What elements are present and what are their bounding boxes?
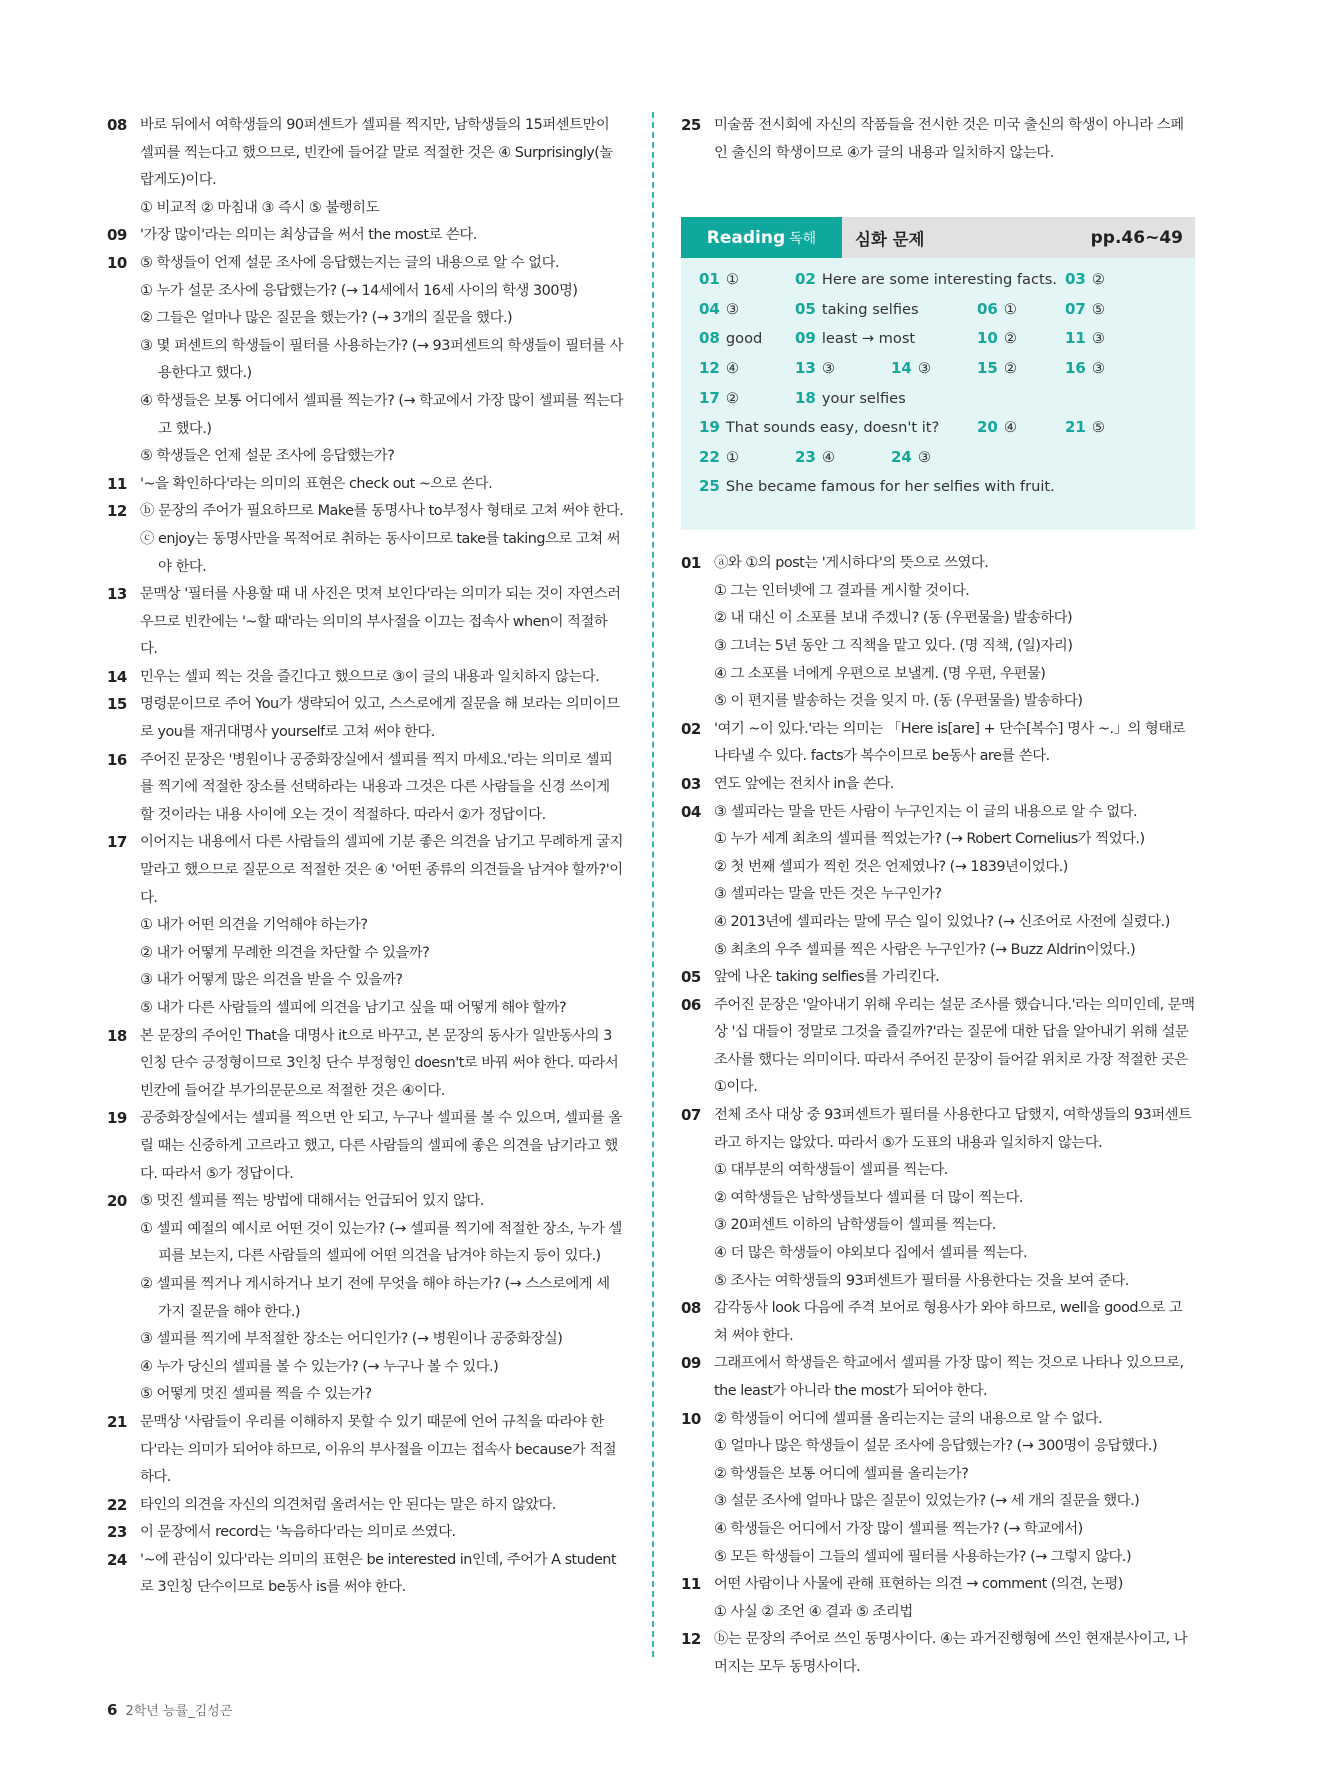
answer-key-value: ① bbox=[725, 448, 739, 466]
entry-number: 22 bbox=[107, 1495, 127, 1514]
entry-subitem: ② 그들은 얼마나 많은 질문을 했는가? (→ 3개의 질문을 했다.) bbox=[140, 310, 513, 327]
entry-text: ⓑ는 문장의 주어로 쓰인 동명사이다. ④는 과거진행형에 쓰인 현재분사이고, 나머지는 모두 동명사이다. bbox=[714, 1631, 1188, 1675]
answer-entry bbox=[681, 112, 1195, 167]
answer-key-number: 24 bbox=[891, 447, 912, 466]
entry-subitem: ④ 더 많은 학생들이 야외보다 집에서 셀피를 찍는다. bbox=[714, 1245, 1028, 1262]
entry-subitem: ④ 2013년에 셀피라는 말에 무슨 일이 있었나? (→ 신조어로 사전에 실렸다.) bbox=[714, 913, 1170, 930]
reading-box-title: 심화 문제 bbox=[855, 229, 925, 249]
answer-key-value: ③ bbox=[917, 359, 931, 377]
answer-entry bbox=[681, 964, 1195, 992]
answer-key-item bbox=[1065, 359, 1105, 377]
answer-key-item bbox=[977, 300, 1017, 318]
entry-subitem: ⑤ 어떻게 멋진 셀피를 찍을 수 있는가? bbox=[140, 1386, 372, 1403]
entry-number: 10 bbox=[681, 1409, 701, 1428]
answer-key-item bbox=[699, 329, 762, 347]
answer-key-item bbox=[977, 359, 1017, 377]
answer-key-item bbox=[795, 448, 835, 466]
answer-key-item bbox=[891, 359, 931, 377]
answer-entry bbox=[107, 498, 624, 581]
answer-entry bbox=[107, 691, 624, 746]
entry-subitem: ③ 20퍼센트 이하의 남학생들이 셀피를 찍는다. bbox=[714, 1217, 996, 1234]
entry-subitem: ② 내가 어떻게 무례한 의견을 차단할 수 있을까? bbox=[140, 944, 430, 961]
answer-key-number: 05 bbox=[795, 299, 816, 318]
entry-text: 명령문이므로 주어 You가 생략되어 있고, 스스로에게 질문을 해 보라는 의미이므로 you를 재귀대명사 yourself로 고쳐 써야 한다. bbox=[140, 696, 620, 741]
answer-key-item bbox=[699, 359, 739, 377]
entry-number: 14 bbox=[107, 667, 127, 686]
answer-key-item bbox=[1065, 300, 1105, 318]
entry-number: 12 bbox=[107, 502, 127, 521]
answer-key-number: 13 bbox=[795, 358, 816, 377]
answer-key-value: ③ bbox=[1091, 359, 1105, 377]
answer-entry bbox=[681, 1571, 1195, 1626]
answer-key-number: 09 bbox=[795, 329, 816, 348]
entry-text: ⑤ 멋진 셀피를 찍는 방법에 대해서는 언급되어 있지 않다. bbox=[140, 1193, 484, 1210]
answer-key-number: 07 bbox=[1065, 299, 1086, 318]
answer-entry bbox=[681, 716, 1195, 771]
entry-subitem: ① 대부분의 여학생들이 셀피를 찍는다. bbox=[714, 1162, 948, 1179]
entry-text: 전체 조사 대상 중 93퍼센트가 필터를 사용한다고 답했지, 여학생들의 93퍼센트라고 하지는 않았다. 따라서 ⑤가 도표의 내용과 일치하지 않는다. bbox=[714, 1107, 1192, 1151]
entry-text: 이 문장에서 record는 '녹음하다'라는 의미로 쓰였다. bbox=[140, 1524, 456, 1541]
answer-key-number: 14 bbox=[891, 358, 912, 377]
entry-number: 09 bbox=[107, 226, 127, 245]
entry-subitem: ④ 누가 당신의 셀피를 볼 수 있는가? (→ 누구나 볼 수 있다.) bbox=[140, 1358, 499, 1375]
answer-entry bbox=[107, 1547, 624, 1602]
answer-key-value: ① bbox=[725, 271, 739, 289]
entry-text: ⓐ와 ①의 post는 '게시하다'의 뜻으로 쓰였다. bbox=[714, 555, 989, 572]
answer-key-value: ④ bbox=[1003, 419, 1017, 437]
answer-entry bbox=[107, 250, 624, 471]
answer-key-value: That sounds easy, doesn't it? bbox=[725, 419, 940, 437]
answer-entry bbox=[107, 1023, 624, 1106]
answer-key-number: 25 bbox=[699, 477, 720, 496]
answer-entry bbox=[107, 1188, 624, 1409]
entry-subitem: ① 비교적 ② 마침내 ③ 즉시 ⑤ 불행히도 bbox=[140, 199, 379, 216]
entry-number: 07 bbox=[681, 1106, 701, 1125]
answer-key-number: 20 bbox=[977, 418, 998, 437]
entry-number: 16 bbox=[107, 750, 127, 769]
entry-text: '여기 ~이 있다.'라는 의미는 「Here is[are] + 단수[복수] 명사 ~.」의 형태로 나타낼 수 있다. facts가 복수이므로 be동사 are를 쓴다. bbox=[714, 720, 1186, 765]
answer-entry bbox=[107, 829, 624, 1022]
reading-tag-label: Reading bbox=[706, 227, 786, 248]
answer-entry bbox=[681, 771, 1195, 799]
entry-subitem: ⑤ 최초의 우주 셀피를 찍은 사람은 누구인가? (→ Buzz Aldrin이었다.) bbox=[714, 941, 1136, 958]
entry-subitem: ① 내가 어떤 의견을 기억해야 하는가? bbox=[140, 917, 368, 934]
answer-key-item bbox=[1065, 418, 1105, 436]
entry-number: 04 bbox=[681, 802, 701, 821]
entry-subitem: ① 셀피 예절의 예시로 어떤 것이 있는가? (→ 셀피를 찍기에 적절한 장소, 누가 셀피를 보는지, 다른 사람들의 셀피에 어떤 의견을 남겨야 하는지 등이 있다.) bbox=[140, 1220, 622, 1265]
entry-number: 11 bbox=[107, 474, 127, 493]
reading-tag bbox=[681, 217, 842, 258]
answer-key-value: ④ bbox=[821, 448, 835, 466]
entry-subitem: ⑤ 이 편지를 발송하는 것을 잊지 마. (동 (우편물을) 발송하다) bbox=[714, 693, 1083, 710]
page-number: 6 bbox=[107, 1701, 118, 1719]
answer-key-item bbox=[699, 448, 739, 466]
answer-entry bbox=[681, 1406, 1195, 1572]
right-entries bbox=[681, 550, 1195, 1681]
entry-text: 연도 앞에는 전치사 in을 쓴다. bbox=[714, 775, 894, 792]
answer-key-number: 04 bbox=[699, 299, 720, 318]
answer-entry bbox=[107, 112, 624, 222]
answer-key-number: 12 bbox=[699, 358, 720, 377]
entry-subitem: ③ 셀피라는 말을 만든 것은 누구인가? bbox=[714, 886, 942, 903]
entry-number: 20 bbox=[107, 1192, 127, 1211]
entry-subitem: ⑤ 내가 다른 사람들의 셀피에 의견을 남기고 싶을 때 어떻게 해야 할까? bbox=[140, 1000, 567, 1016]
answer-entry bbox=[107, 1492, 624, 1520]
entry-text: 민우는 셀피 찍는 것을 즐긴다고 했으므로 ③이 글의 내용과 일치하지 않는다. bbox=[140, 668, 600, 685]
reading-box-header bbox=[681, 217, 1195, 258]
answer-key-value: She became famous for her selfies with fruit. bbox=[725, 478, 1055, 496]
entry-subitem: ② 여학생들은 남학생들보다 셀피를 더 많이 찍는다. bbox=[714, 1189, 1023, 1206]
entry-text: 주어진 문장은 '알아내기 위해 우리는 설문 조사를 했습니다.'라는 의미인데, 문맥상 '십 대들이 정말로 그것을 즐길까?'라는 질문에 대한 답을 알아내기 위해 설문 조사를 했다는 의미이다. 따라서 주어진 문장이 들어갈 위치로 가장 적절한 곳은 ①이다. bbox=[714, 996, 1195, 1096]
entry-subitem: ① 사실 ② 조언 ④ 결과 ⑤ 조리법 bbox=[714, 1603, 913, 1620]
answer-key-item bbox=[699, 477, 1055, 495]
entry-number: 13 bbox=[107, 585, 127, 604]
answer-key-value: ③ bbox=[917, 448, 931, 466]
answer-key-value: your selfies bbox=[821, 389, 906, 407]
entry-subitem: ⓒ enjoy는 동명사만을 목적어로 취하는 동사이므로 take를 taking으로 고쳐 써야 한다. bbox=[140, 530, 621, 575]
entry-number: 25 bbox=[681, 116, 701, 134]
answer-key-value: ① bbox=[1003, 300, 1017, 318]
column-divider bbox=[652, 112, 654, 1657]
answer-key-item bbox=[795, 270, 1057, 288]
answer-key-number: 11 bbox=[1065, 329, 1086, 348]
answer-key-value: ⑤ bbox=[1091, 419, 1105, 437]
entry-number: 02 bbox=[681, 719, 701, 738]
answer-key-item bbox=[699, 270, 739, 288]
entry-text: '가장 많이'라는 의미는 최상급을 써서 the most로 쓴다. bbox=[140, 227, 477, 244]
entry-number: 24 bbox=[107, 1550, 127, 1569]
entry-subitem: ④ 학생들은 보통 어디에서 셀피를 찍는가? (→ 학교에서 가장 많이 셀피를 찍는다고 했다.) bbox=[140, 392, 624, 437]
entry-subitem: ③ 셀피를 찍기에 부적절한 장소는 어디인가? (→ 병원이나 공중화장실) bbox=[140, 1331, 563, 1348]
answer-key-number: 17 bbox=[699, 388, 720, 407]
answer-key-value: ③ bbox=[1091, 330, 1105, 348]
entry-text: 타인의 의견을 자신의 의견처럼 올려서는 안 된다는 말은 하지 않았다. bbox=[140, 1496, 556, 1513]
footer-text: 2학년 능률_김성곤 bbox=[125, 1704, 233, 1719]
answer-key-number: 16 bbox=[1065, 358, 1086, 377]
answer-key-item bbox=[891, 448, 931, 466]
answer-entry bbox=[107, 1409, 624, 1492]
entry-text: ③ 셀피라는 말을 만든 사람이 누구인지는 이 글의 내용으로 알 수 없다. bbox=[714, 803, 1138, 820]
answer-entry bbox=[107, 471, 624, 499]
left-column bbox=[107, 112, 624, 1602]
entry-number: 15 bbox=[107, 695, 127, 714]
answer-entry bbox=[681, 1295, 1195, 1350]
answer-key-number: 18 bbox=[795, 388, 816, 407]
entry-number: 05 bbox=[681, 968, 701, 987]
answer-key-item bbox=[1065, 329, 1105, 347]
entry-number: 11 bbox=[681, 1575, 701, 1594]
entry-number: 10 bbox=[107, 253, 127, 272]
entry-text: ⓑ 문장의 주어가 필요하므로 Make를 동명사나 to부정사 형태로 고쳐 써야 한다. bbox=[140, 503, 624, 520]
entry-number: 17 bbox=[107, 833, 127, 852]
answer-key-value: least → most bbox=[821, 330, 916, 348]
answer-key-number: 03 bbox=[1065, 270, 1086, 289]
entry-subitem: ① 누가 설문 조사에 응답했는가? (→ 14세에서 16세 사이의 학생 300명) bbox=[140, 282, 578, 299]
entry-subitem: ① 얼마나 많은 학생들이 설문 조사에 응답했는가? (→ 300명이 응답했다.) bbox=[714, 1438, 1158, 1455]
answer-entry bbox=[681, 550, 1195, 716]
answer-key-value: ③ bbox=[821, 359, 835, 377]
entry-text: 공중화장실에서는 셀피를 찍으면 안 되고, 누구나 셀피를 볼 수 있으며, 셀피를 올릴 때는 신중하게 고르라고 했고, 다른 사람들의 셀피에 좋은 의견을 남기라고 했다. 따라서 ⑤가 정답이다. bbox=[140, 1110, 622, 1182]
answer-key-item bbox=[795, 329, 915, 347]
entry-number: 08 bbox=[107, 116, 127, 134]
entry-subitem: ③ 그녀는 5년 동안 그 직책을 맡고 있다. (명 직책, (일)자리) bbox=[714, 637, 1073, 654]
answer-key-item bbox=[795, 359, 835, 377]
answer-key-number: 15 bbox=[977, 358, 998, 377]
answer-key-number: 02 bbox=[795, 270, 816, 289]
answer-key-value: ③ bbox=[725, 300, 739, 318]
reading-box-answers bbox=[681, 258, 1195, 530]
entry-number: 03 bbox=[681, 774, 701, 793]
answer-key-value: ② bbox=[1003, 330, 1017, 348]
entry-number: 19 bbox=[107, 1109, 127, 1128]
entry-subitem: ③ 몇 퍼센트의 학생들이 필터를 사용하는가? (→ 93퍼센트의 학생들이 필터를 사용한다고 했다.) bbox=[140, 337, 623, 382]
entry-number: 08 bbox=[681, 1299, 701, 1318]
entry-text: ② 학생들이 어디에 셀피를 올리는지는 글의 내용으로 알 수 없다. bbox=[714, 1410, 1103, 1427]
answer-key-number: 22 bbox=[699, 447, 720, 466]
answer-key-value: ⑤ bbox=[1091, 300, 1105, 318]
reading-box-pages: pp.46~49 bbox=[1090, 227, 1183, 248]
answer-entry bbox=[681, 799, 1195, 965]
answer-entry bbox=[107, 1519, 624, 1547]
entry-subitem: ③ 설문 조사에 얼마나 많은 질문이 있었는가? (→ 세 개의 질문을 했다.) bbox=[714, 1493, 1140, 1510]
reading-tag-korean: 독해 bbox=[789, 230, 817, 247]
entry-subitem: ⑤ 조사는 여학생들의 93퍼센트가 필터를 사용한다는 것을 보여 준다. bbox=[714, 1272, 1129, 1289]
entry-number: 01 bbox=[681, 554, 701, 573]
answer-key-number: 21 bbox=[1065, 418, 1086, 437]
entry-text: 주어진 문장은 '병원이나 공중화장실에서 셀피를 찍지 마세요.'라는 의미로 셀피를 찍기에 적절한 장소를 선택하라는 내용과 그것은 다른 사람들을 신경 쓰이게 할 것이라는 내용 사이에 오는 것이 적절하다. 따라서 ②가 정답이다. bbox=[140, 751, 613, 823]
entry-text: 미술품 전시회에 자신의 작품들을 전시한 것은 미국 출신의 학생이 아니라 스페인 출신의 학생이므로 ④가 글의 내용과 일치하지 않는다. bbox=[714, 117, 1184, 161]
entry-text: 본 문장의 주어인 That을 대명사 it으로 바꾸고, 본 문장의 동사가 일반동사의 3인칭 단수 긍정형이므로 3인칭 단수 부정형인 doesn't로 바꿔 써야 한다. 따라서 빈칸에 들어갈 부가의문문으로 적절한 것은 ④이다. bbox=[140, 1027, 619, 1099]
entry-text: 문맥상 '사람들이 우리를 이해하지 못할 수 있기 때문에 언어 규칙을 따라야 한다'라는 의미가 되어야 하므로, 이유의 부사절을 이끄는 접속사 because가 적절하다. bbox=[140, 1413, 617, 1486]
answer-entry bbox=[107, 222, 624, 250]
answer-entry bbox=[107, 664, 624, 692]
entry-text: 감각동사 look 다음에 주격 보어로 형용사가 와야 하므로, well을 good으로 고쳐 써야 한다. bbox=[714, 1300, 1183, 1344]
answer-key-number: 19 bbox=[699, 418, 720, 437]
entry-number: 12 bbox=[681, 1630, 701, 1649]
answer-entry bbox=[681, 1626, 1195, 1681]
entry-subitem: ② 첫 번째 셀피가 찍힌 것은 언제였나? (→ 1839년이었다.) bbox=[714, 858, 1068, 875]
answer-key-value: Here are some interesting facts. bbox=[821, 271, 1057, 289]
answer-key-item bbox=[1065, 270, 1105, 288]
answer-key-number: 01 bbox=[699, 270, 720, 289]
entry-text: 앞에 나온 taking selfies를 가리킨다. bbox=[714, 969, 940, 986]
entry-number: 23 bbox=[107, 1523, 127, 1542]
entry-subitem: ② 셀피를 찍거나 게시하거나 보기 전에 무엇을 해야 하는가? (→ 스스로에게 세 가지 질문을 해야 한다.) bbox=[140, 1275, 610, 1320]
answer-entry bbox=[107, 581, 624, 664]
entry-number: 21 bbox=[107, 1412, 127, 1431]
entry-text: 그래프에서 학생들은 학교에서 셀피를 가장 많이 찍는 것으로 나타나 있으므로, the least가 아니라 the most가 되어야 한다. bbox=[714, 1355, 1184, 1399]
answer-entry bbox=[681, 1102, 1195, 1295]
answer-key-item bbox=[977, 329, 1017, 347]
answer-key-number: 23 bbox=[795, 447, 816, 466]
answer-key-value: ② bbox=[725, 389, 739, 407]
answer-key-item bbox=[795, 300, 919, 318]
right-column bbox=[681, 112, 1195, 1682]
entry-number: 06 bbox=[681, 995, 701, 1014]
entry-number: 18 bbox=[107, 1026, 127, 1045]
answer-key-value: ④ bbox=[725, 359, 739, 377]
entry-text: 문맥상 '필터를 사용할 때 내 사진은 멋져 보인다'라는 의미가 되는 것이 자연스러우므로 빈칸에는 '~할 때'라는 의미의 부사절을 이끄는 접속사 when이 적절하다. bbox=[140, 586, 621, 658]
answer-entry bbox=[681, 992, 1195, 1102]
answer-key-number: 10 bbox=[977, 329, 998, 348]
answer-key-item bbox=[795, 389, 906, 407]
entry-text: ⑤ 학생들이 언제 설문 조사에 응답했는지는 글의 내용으로 알 수 없다. bbox=[140, 254, 560, 271]
answer-key-value: ② bbox=[1003, 359, 1017, 377]
answer-key-number: 06 bbox=[977, 299, 998, 318]
answer-key-value: ② bbox=[1091, 271, 1105, 289]
entry-subitem: ② 학생들은 보통 어디에 셀피를 올리는가? bbox=[714, 1465, 969, 1482]
entry-number: 09 bbox=[681, 1354, 701, 1373]
answer-key-item bbox=[699, 418, 939, 436]
answer-key-item bbox=[699, 389, 739, 407]
entry-subitem: ② 내 대신 이 소포를 보내 주겠니? (동 (우편물을) 발송하다) bbox=[714, 610, 1073, 627]
entry-subitem: ① 누가 세계 최초의 셀피를 찍었는가? (→ Robert Cornelius가 찍었다.) bbox=[714, 831, 1145, 848]
answer-key-number: 08 bbox=[699, 329, 720, 348]
answer-key-item bbox=[699, 300, 739, 318]
answer-key-value: good bbox=[725, 330, 763, 348]
entry-text: 바로 뒤에서 여학생들의 90퍼센트가 셀피를 찍지만, 남학생들의 15퍼센트만이 셀피를 찍는다고 했으므로, 빈칸에 들어갈 말로 적절한 것은 ④ Surprisingly(놀랍게도)이다. bbox=[140, 117, 613, 189]
entry-subitem: ① 그는 인터넷에 그 결과를 게시할 것이다. bbox=[714, 582, 970, 599]
entry-subitem: ④ 그 소포를 너에게 우편으로 보낼게. (명 우편, 우편물) bbox=[714, 665, 1046, 682]
answer-key-value: taking selfies bbox=[821, 300, 919, 318]
entry-subitem: ⑤ 학생들은 언제 설문 조사에 응답했는가? bbox=[140, 448, 395, 465]
reading-answer-box bbox=[681, 217, 1195, 530]
answer-entry bbox=[107, 1105, 624, 1188]
entry-subitem: ⑤ 모든 학생들이 그들의 셀피에 필터를 사용하는가? (→ 그렇지 않다.) bbox=[714, 1548, 1132, 1565]
answer-key-item bbox=[977, 418, 1017, 436]
entry-subitem: ④ 학생들은 어디에서 가장 많이 셀피를 찍는가? (→ 학교에서) bbox=[714, 1520, 1083, 1537]
answer-entry bbox=[681, 1350, 1195, 1405]
answer-entry bbox=[107, 747, 624, 830]
entry-subitem: ③ 내가 어떻게 많은 의견을 받을 수 있을까? bbox=[140, 972, 403, 989]
entry-text: '~을 확인하다'라는 의미의 표현은 check out ~으로 쓴다. bbox=[140, 475, 493, 492]
entry-text: 이어지는 내용에서 다른 사람들의 셀피에 기분 좋은 의견을 남기고 무례하게 굴지 말라고 했으므로 질문으로 적절한 것은 ④ '어떤 종류의 의견들을 남겨야 할까?'이다. bbox=[140, 834, 623, 906]
page-footer bbox=[107, 1700, 232, 1719]
entry-text: '~에 관심이 있다'라는 의미의 표현은 be interested in인데, 주어가 A student로 3인칭 단수이므로 be동사 is를 써야 한다. bbox=[140, 1551, 617, 1596]
entry-text: 어떤 사람이나 사물에 관해 표현하는 의견 → comment (의견, 논평) bbox=[714, 1576, 1123, 1593]
